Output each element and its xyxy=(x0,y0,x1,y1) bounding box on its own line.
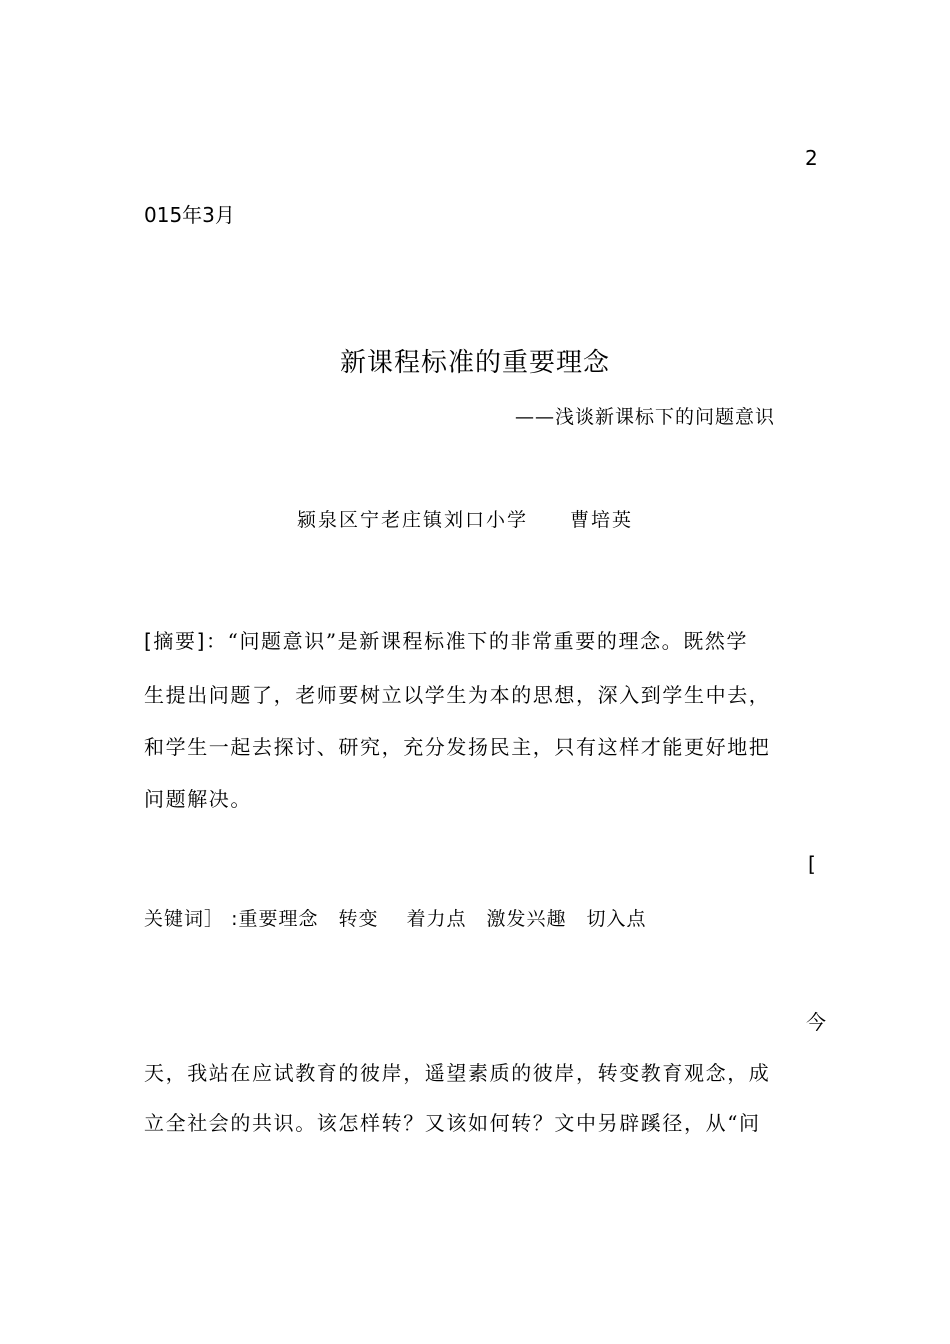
abstract-text: “问题意识”是新课程标准下的非常重要的理念。既然学 xyxy=(227,629,749,653)
keyword-item: 激发兴趣 xyxy=(486,908,567,930)
document-subtitle: ——浅谈新课标下的问题意识 xyxy=(515,406,776,428)
author-line xyxy=(297,505,633,532)
body-first-char: 今 xyxy=(806,1010,826,1034)
abstract-line: 生提出问题了，老师要树立以学生为本的思想，深入到学生中去， xyxy=(144,683,771,707)
date-fragment-rest: 015年3月 xyxy=(144,203,235,227)
document-title: 新课程标准的重要理念 xyxy=(339,348,610,378)
author-school: 颍泉区宁老庄镇刘口小学 xyxy=(297,509,529,531)
keywords-line xyxy=(144,904,667,931)
abstract-line: 问题解决。 xyxy=(144,787,252,811)
keywords-colon: : xyxy=(231,908,239,930)
author-name: 曹培英 xyxy=(570,509,634,531)
keywords-bracket: [ xyxy=(808,852,816,876)
abstract-line xyxy=(144,625,748,654)
abstract-label: [摘要] xyxy=(144,629,207,653)
date-fragment-year-start: 2 xyxy=(805,146,818,170)
keyword-item: 着力点 xyxy=(406,908,467,930)
keyword-item: 重要理念 xyxy=(238,908,319,930)
keyword-item: 转变 xyxy=(338,908,379,930)
body-line: 天，我站在应试教育的彼岸，遥望素质的彼岸，转变教育观念，成 xyxy=(144,1061,771,1085)
abstract-colon: ： xyxy=(206,629,228,653)
abstract-line: 和学生一起去探讨、研究，充分发扬民主，只有这样才能更好地把 xyxy=(144,735,771,759)
body-line: 立全社会的共识。该怎样转？又该如何转？文中另辟蹊径，从“问 xyxy=(144,1111,761,1135)
keyword-item: 切入点 xyxy=(586,908,647,930)
keywords-label: 关键词］ xyxy=(144,908,225,930)
